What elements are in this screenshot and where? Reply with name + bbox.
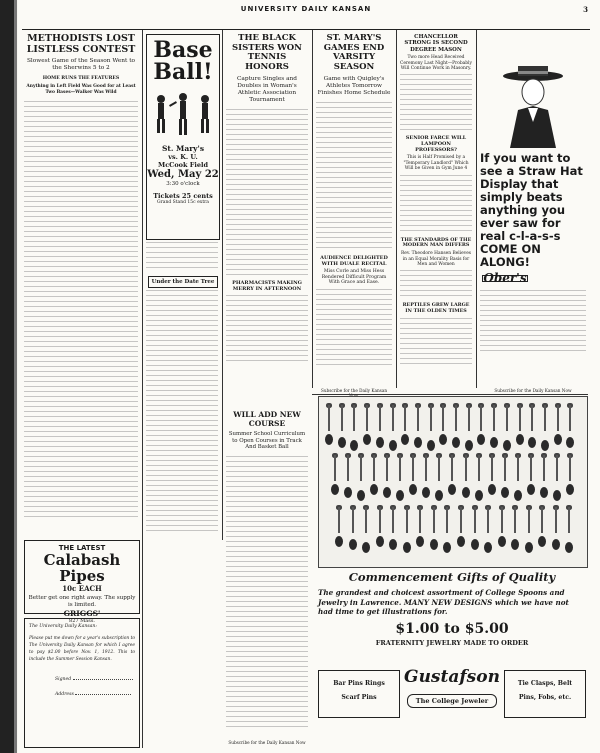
article-body-text	[226, 295, 308, 365]
article-body-text	[400, 175, 472, 235]
spoon-image	[416, 507, 424, 547]
column-title: Under the Date Tree	[151, 279, 215, 285]
subscribe-line: Subscribe for the Daily Kansan	[320, 388, 388, 393]
form-address-label	[55, 692, 139, 697]
spoon-image	[357, 455, 365, 501]
article-headline: PHARMACISTS MAKING MERRY IN AFTERNOON	[232, 280, 302, 292]
spoon-image	[553, 455, 561, 501]
ad-subtitle: FRATERNITY JEWELRY MADE TO ORDER	[375, 638, 529, 647]
article-body-text	[480, 290, 586, 352]
ad-right-box	[504, 670, 586, 718]
under-date-tree-box	[148, 276, 218, 288]
article-headline: THE STANDARDS OF THE MODERN MAN DIFFERS	[400, 236, 472, 249]
binding-strip	[0, 0, 14, 753]
spoon-image	[383, 455, 391, 498]
article-body-text	[316, 289, 392, 369]
article-headline: WILL ADD NEW COURSE	[233, 410, 301, 428]
page-number: 3	[583, 5, 588, 14]
ad-left-line: Scarf Pins	[341, 694, 377, 701]
spoon-image	[541, 405, 549, 451]
jewelry-ad	[318, 570, 586, 746]
ad-field: McCook Field	[158, 161, 208, 169]
ad-left-box	[318, 670, 400, 718]
spoon-image	[325, 405, 333, 445]
spoon-image	[349, 507, 357, 550]
ad-text: Better get one right away. The supply is limited.	[28, 595, 136, 608]
spoon-image	[363, 405, 371, 445]
spoon-image	[331, 455, 339, 495]
straw-hat-man-illustration	[498, 62, 568, 148]
article-subhead: Two more Head Received Ceremony Last Night—Probably Will Continue Work in Masonry.	[400, 55, 472, 72]
article-subhead: Miss Corle and Miss Hess Rendered Difficult Program With Grace and Ease.	[321, 269, 387, 286]
ad-left-line: Bar Pins Rings	[333, 680, 385, 687]
spoon-image	[403, 507, 411, 553]
spoon-image	[427, 405, 435, 451]
column-5	[400, 34, 472, 386]
column-4	[316, 34, 392, 384]
article-subhead: This is Half Promised by a "Temporary Landlord" Which Will be Given in Gym June 4	[403, 155, 469, 172]
spoon-image	[389, 507, 397, 550]
spoon-image	[401, 405, 409, 445]
spoon-image	[475, 455, 483, 501]
spoon-image	[422, 455, 430, 498]
ad-brand-sub: The College Jeweler	[407, 694, 497, 708]
ad-title: Commencement Gifts of Quality	[348, 570, 556, 584]
ad-body: The grandest and choicest assortment of College Spoons and Jewelry in Lawrence. MANY NEW DESIGNS which we have not had time to get illustrations for.	[318, 588, 569, 616]
spoon-image	[409, 455, 417, 495]
ad-brand: Ober's	[483, 271, 527, 285]
college-spoons-illustration	[318, 396, 588, 568]
ad-right-line: Pins, Fobs, etc.	[518, 694, 572, 701]
column-rule	[142, 30, 143, 748]
spoon-image	[552, 507, 560, 550]
ad-price: $1.00 to $5.00	[395, 620, 509, 637]
ad-grandstand: Grand Stand 15c extra	[157, 200, 209, 205]
calabash-pipes-ad	[24, 540, 140, 625]
article-headline: AUDIENCE DELIGHTED WITH DUALE RECITAL	[320, 255, 388, 267]
column-rule	[396, 30, 397, 388]
ad-time: 3:30 o'clock	[166, 181, 200, 187]
article-headline: REPTILES GREW LARGE IN THE OLDEN TIMES	[402, 302, 470, 315]
article-subhead: Summer School Curriculum to Open Courses in Track And Basket Ball	[228, 431, 306, 451]
article-body-text	[226, 109, 308, 277]
spoon-image	[457, 507, 465, 547]
obers-straw-hat-ad	[480, 34, 586, 334]
ad-price: 10c EACH	[62, 584, 102, 593]
spoon-image	[525, 507, 533, 553]
form-address-text: Address	[55, 692, 74, 697]
spoon-image	[566, 455, 574, 495]
section-divider	[312, 394, 588, 395]
article-body-text	[316, 102, 392, 252]
article-deck: HOME RUNS THE FEATURES	[42, 76, 120, 81]
column-1	[24, 34, 138, 534]
column-2-text	[146, 290, 218, 535]
article-headline: THE BLACK SISTERS WON TENNIS HONORS	[232, 34, 302, 72]
spoon-image	[338, 405, 346, 448]
ad-slogan: If you want to see a Straw Hat Display that simply beats anything you ever saw for real c-l-a-s-s COME ON ALONG!	[480, 151, 583, 269]
article-subhead: Game with Quigley's Athletes Tomorrow Finishes Home Schedule	[317, 76, 391, 96]
form-signed-text: Signed	[55, 677, 72, 682]
spoon-image	[376, 405, 384, 448]
spoon-image	[465, 405, 473, 451]
column-rule	[312, 30, 313, 388]
form-text: Please put me down for a year's subscription to The University Daily Kansan for which I agree to pay $2.00 before Nov. 1, 1912. This to include the Summer Session Kansan.	[29, 636, 136, 662]
spoon-image	[443, 507, 451, 553]
spoon-image	[511, 507, 519, 550]
spoon-image	[488, 455, 496, 495]
ballplayers-illustration	[149, 87, 217, 141]
article-body-text	[146, 290, 218, 535]
article-subhead: Capture Singles and Doubles in Woman's Athletic Association Tournament	[237, 76, 297, 103]
article-headline: METHODISTS LOST LISTLESS CONTEST	[26, 34, 136, 55]
spoon-image	[501, 455, 509, 498]
spoon-image	[516, 405, 524, 445]
spoon-image	[389, 405, 397, 451]
spoon-image	[554, 405, 562, 445]
spoon-image	[528, 405, 536, 448]
column-rule	[476, 30, 477, 388]
spoon-image	[430, 507, 438, 550]
article-body-text	[400, 74, 472, 132]
article-body-text	[400, 270, 472, 300]
article-body-text	[24, 101, 138, 521]
spoon-image	[471, 507, 479, 550]
column-3	[226, 34, 308, 394]
spoon-image	[566, 405, 574, 448]
ad-store: GRIGGS'	[63, 609, 101, 619]
ad-brand: Gustafson	[404, 667, 500, 687]
spoon-image	[344, 455, 352, 498]
subscribe-line: Subscribe for the Daily Kansan Now	[494, 388, 572, 393]
spoon-image	[448, 455, 456, 495]
spoon-image	[435, 455, 443, 501]
spoon-image	[498, 507, 506, 547]
spoon-image	[490, 405, 498, 448]
masthead-title: UNIVERSITY DAILY KANSAN	[240, 5, 372, 13]
spoon-image	[540, 455, 548, 498]
ad-base: Base	[153, 37, 213, 63]
spoon-image	[565, 507, 573, 553]
article-subhead: Slowest Game of the Season Went to the Sherwins 5 to 2	[26, 58, 136, 71]
column-2-text-top	[146, 242, 218, 272]
spoon-image	[376, 507, 384, 547]
spoon-image	[439, 405, 447, 445]
spoon-image	[527, 455, 535, 495]
signed-line[interactable]	[73, 679, 133, 680]
column-3-lower	[226, 410, 308, 750]
subscribe-line: Subscribe for the Daily Kansan Now	[228, 740, 306, 745]
ad-tickets: Tickets 25 cents	[153, 192, 213, 200]
ad-address: 827 Mass.	[69, 618, 95, 625]
ad-right-line: Tie Clasps, Belt	[517, 680, 573, 687]
ad-ball: Ball!	[153, 59, 213, 85]
column-rule	[222, 30, 223, 540]
ad-brand-box	[402, 666, 502, 718]
address-line[interactable]	[75, 694, 131, 695]
article-headline: CHANCELLOR STRONG IS SECOND DEGREE MASON	[404, 34, 468, 53]
binding-edge	[14, 0, 17, 753]
article-body-text	[226, 456, 308, 731]
baseball-ad	[146, 34, 220, 240]
spoon-image	[396, 455, 404, 501]
article-headline: ST. MARY'S GAMES END VARSITY SEASON	[323, 34, 385, 72]
article-subhead: Rev. Theodore Hansen Believes in an Equal Morality Basis for Men and Women	[400, 251, 472, 268]
form-to: The University Daily Kansan:	[29, 624, 97, 629]
subscription-form	[24, 618, 140, 748]
form-signed-label	[55, 677, 139, 682]
masthead	[22, 3, 590, 30]
spoon-image	[538, 507, 546, 547]
spoon-image	[462, 455, 470, 498]
spoon-image	[335, 507, 343, 547]
spoon-image	[370, 455, 378, 495]
spoon-image	[362, 507, 370, 553]
article-deck: Anything in Left Field Was Good for at Least Two Bases—Walker Was Wild	[26, 84, 136, 95]
spoon-image	[414, 405, 422, 448]
article-headline: SENIOR FARCE WILL LAMPOON PROFESSORS?	[405, 135, 467, 154]
ad-title: THE LATEST	[58, 544, 106, 552]
spoon-image	[503, 405, 511, 451]
ad-product: Calabash Pipes	[43, 551, 121, 585]
spoon-image	[514, 455, 522, 501]
ad-opponent: St. Mary's	[161, 144, 205, 153]
ad-date: Wed, May 22	[147, 169, 219, 180]
spoon-image	[350, 405, 358, 451]
article-body-text	[146, 242, 218, 272]
spoon-image	[452, 405, 460, 448]
spoon-image	[484, 507, 492, 553]
ad-vs: vs. K. U.	[168, 153, 198, 161]
article-body-text	[400, 318, 472, 368]
spoon-image	[477, 405, 485, 445]
